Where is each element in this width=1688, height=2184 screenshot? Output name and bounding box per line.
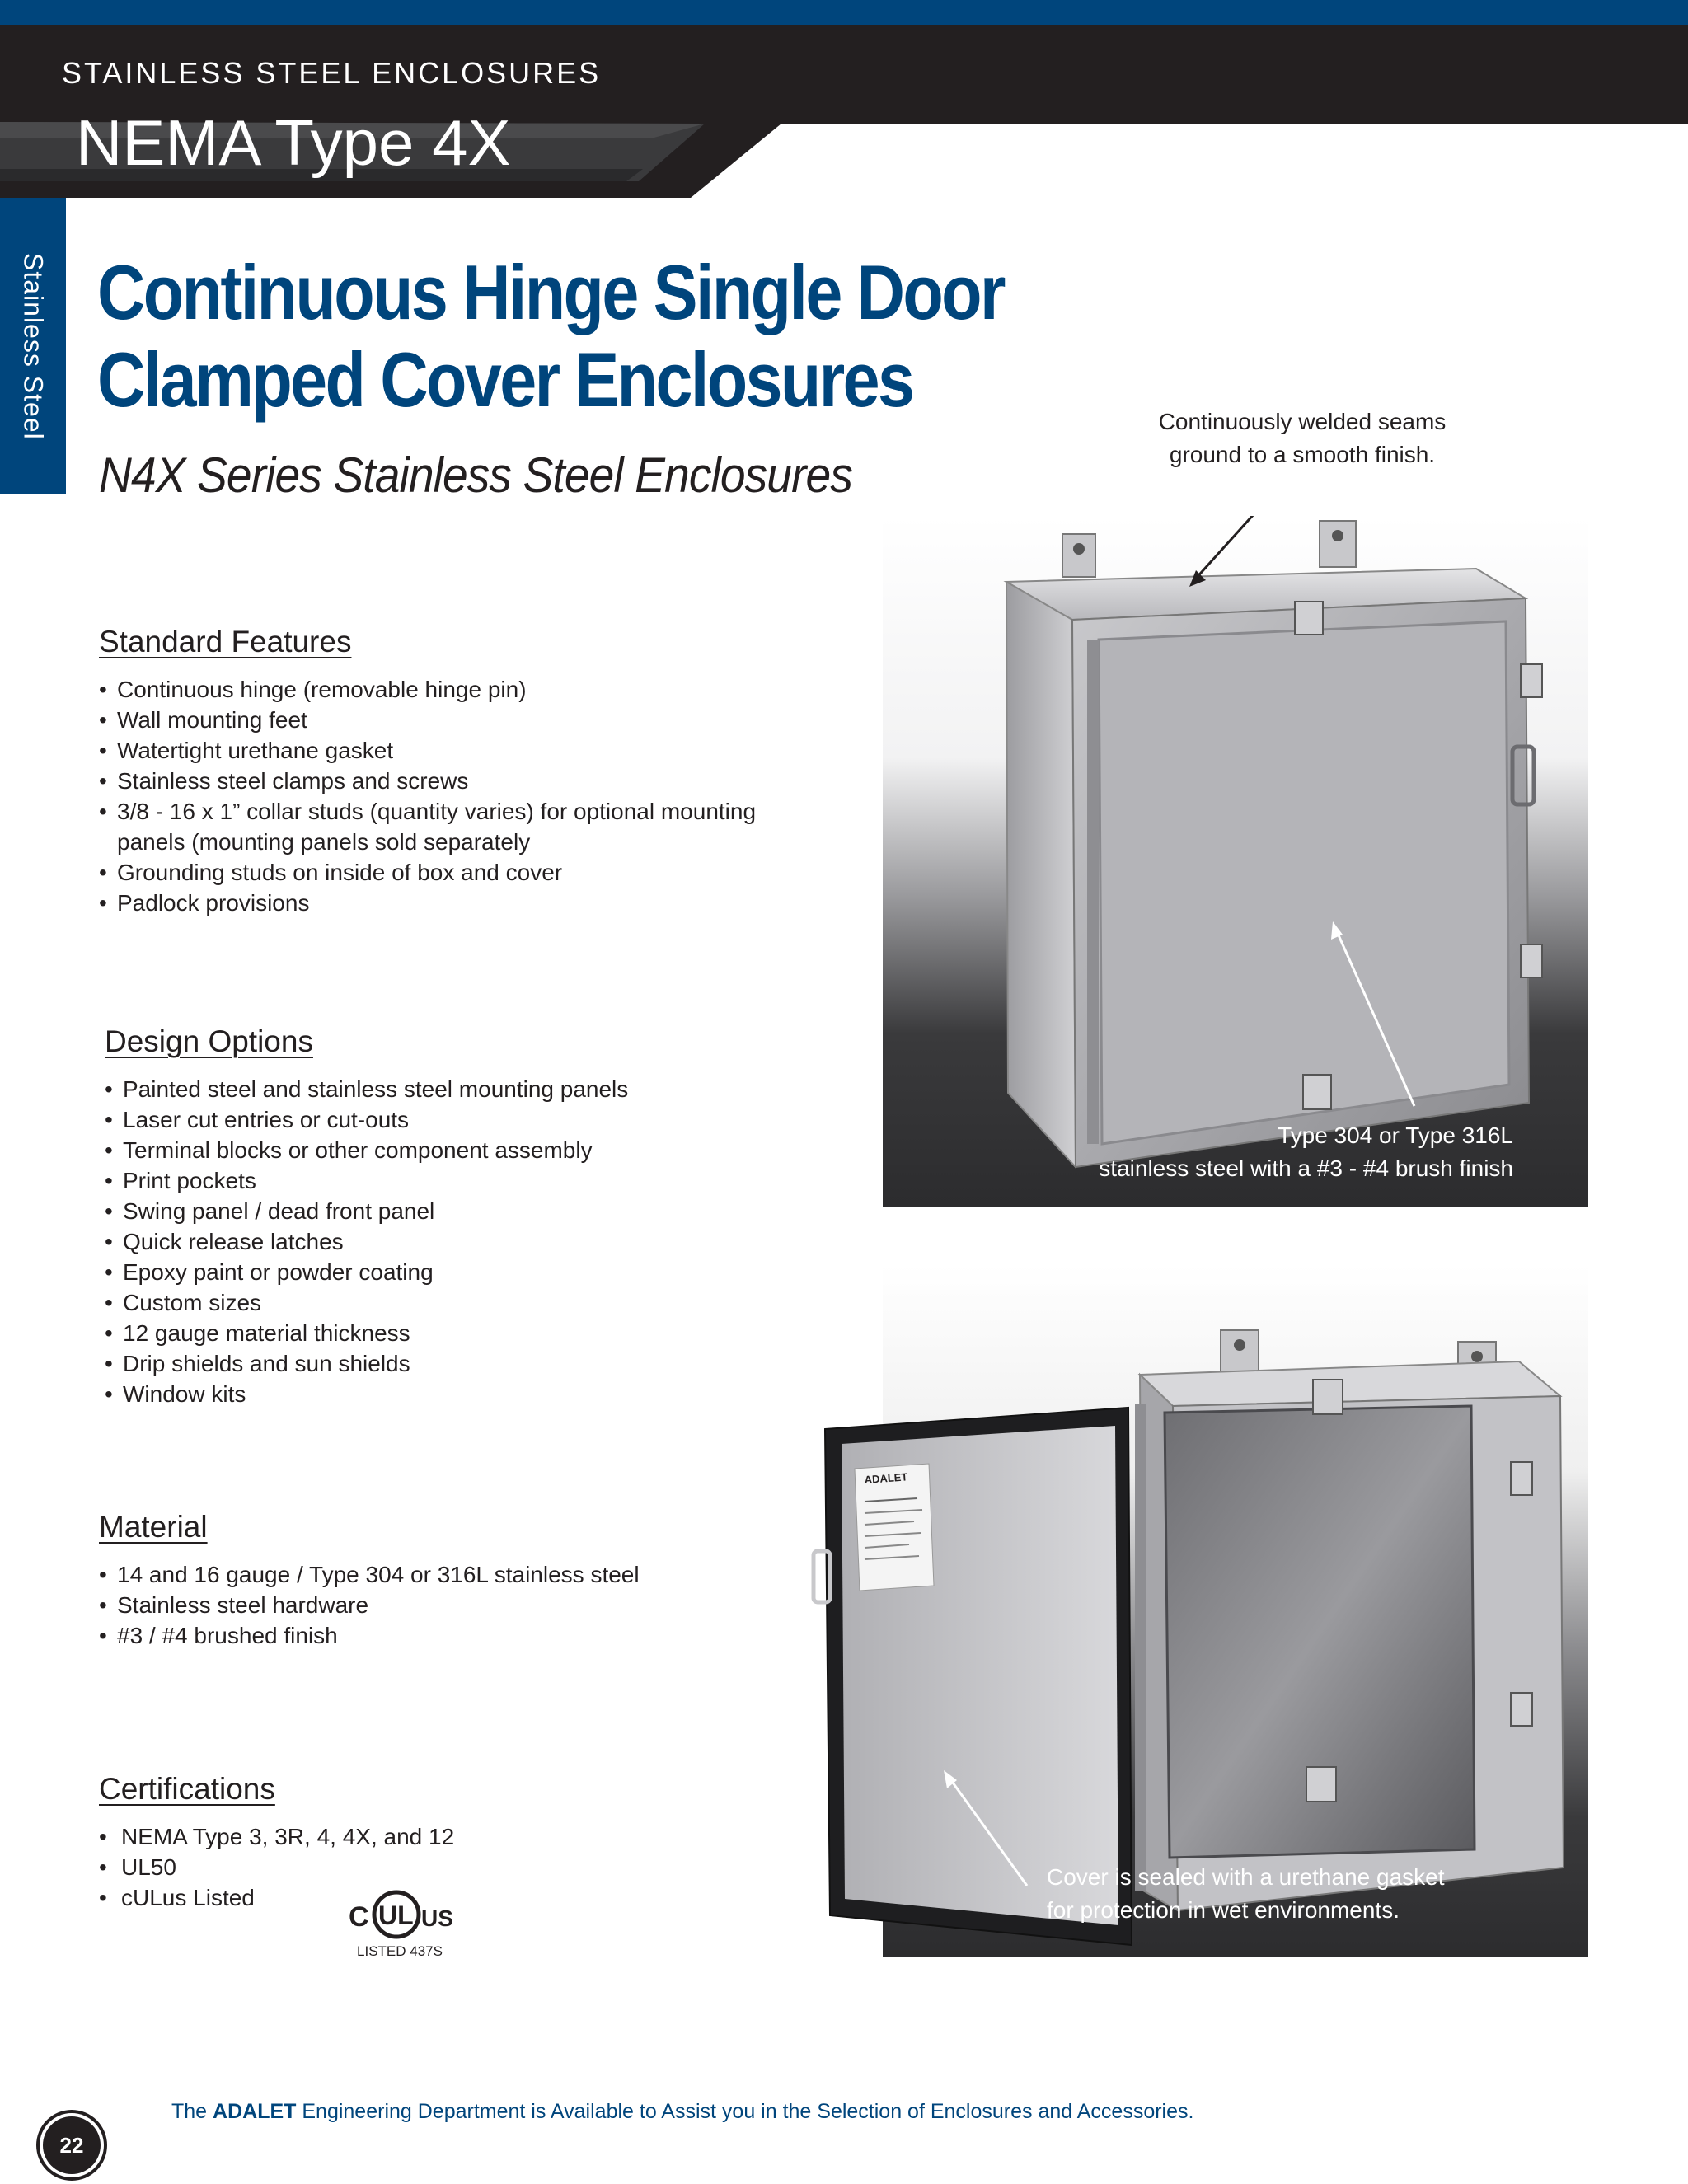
ul-mark-us: US [421, 1905, 453, 1931]
product-title-line1: Continuous Hinge Single Door [97, 249, 1004, 335]
list-item: • Window kits [105, 1379, 814, 1409]
callout-stainless-finish [989, 1119, 1513, 1185]
list-item: • Quick release latches [105, 1226, 814, 1257]
side-tab-label: Stainless Steel [18, 252, 49, 440]
callout-welded-seams [1096, 405, 1508, 471]
product-title [97, 249, 1004, 424]
ul-mark-ul: UL [378, 1900, 414, 1930]
list-item: • 3/8 - 16 x 1” collar studs (quantity varies) for optional mounting panels (mounting panels sold separately [99, 796, 808, 857]
list-item: • cULus Listed [99, 1882, 593, 1913]
closed-enclosure-photo [883, 516, 1588, 1207]
callout-text: Continuously welded seams [1158, 409, 1447, 434]
material-section [99, 1510, 808, 1651]
side-tab-label-wrap [0, 198, 66, 494]
list-item: • Painted steel and stainless steel mounting panels [105, 1074, 814, 1104]
open-enclosure-photo [794, 1264, 1588, 1957]
list-item: • 12 gauge material thickness [105, 1318, 814, 1348]
ul-mark-c: C [349, 1901, 369, 1933]
list-item: • Swing panel / dead front panel [105, 1196, 814, 1226]
callout-text: Cover is sealed with a urethane gasket [1047, 1864, 1445, 1890]
footer-text-after: Engineering Department is Available to Assist you in the Selection of Enclosures and Accessories. [296, 2100, 1194, 2123]
footer-text [171, 2100, 1193, 2124]
list-item: • Terminal blocks or other component assembly [105, 1135, 814, 1165]
standard-features-heading: Standard Features [99, 625, 352, 658]
list-item: • Laser cut entries or cut-outs [105, 1104, 814, 1135]
callout-text: stainless steel with a #3 - #4 brush finish [1099, 1155, 1513, 1181]
footer-brand: ADALET [213, 2100, 297, 2123]
callout-urethane-gasket [1047, 1861, 1574, 1927]
list-item: • UL50 [99, 1852, 593, 1882]
design-options-section [105, 1024, 814, 1409]
standard-features-list [99, 674, 808, 918]
list-item: • Print pockets [105, 1165, 814, 1196]
material-list [99, 1559, 808, 1651]
material-heading: Material [99, 1510, 208, 1544]
page-number-badge [43, 2116, 101, 2174]
design-options-list [105, 1074, 814, 1409]
list-item: • NEMA Type 3, 3R, 4, 4X, and 12 [99, 1821, 593, 1852]
list-item: • 14 and 16 gauge / Type 304 or 316L stainless steel [99, 1559, 808, 1590]
header-title: NEMA Type 4X [76, 106, 511, 179]
list-item: • #3 / #4 brushed finish [99, 1620, 808, 1651]
list-item: • Continuous hinge (removable hinge pin) [99, 674, 808, 705]
door-label-brand: ADALET [864, 1470, 908, 1486]
list-item: • Watertight urethane gasket [99, 735, 808, 766]
list-item: • Custom sizes [105, 1287, 814, 1318]
ul-listed-number: LISTED 437S [357, 1943, 443, 1959]
design-options-heading: Design Options [105, 1024, 313, 1058]
header-kicker: STAINLESS STEEL ENCLOSURES [62, 56, 602, 90]
certifications-heading: Certifications [99, 1772, 275, 1806]
list-item: • Epoxy paint or powder coating [105, 1257, 814, 1287]
list-item: • Grounding studs on inside of box and cover [99, 857, 808, 888]
callout-text: Type 304 or Type 316L [1278, 1122, 1513, 1148]
standard-features-section [99, 625, 808, 918]
list-item: • Stainless steel hardware [99, 1590, 808, 1620]
list-item: • Padlock provisions [99, 888, 808, 918]
list-item: • Wall mounting feet [99, 705, 808, 735]
list-item: • Drip shields and sun shields [105, 1348, 814, 1379]
callout-text: for protection in wet environments. [1047, 1897, 1400, 1923]
list-item: • Stainless steel clamps and screws [99, 766, 808, 796]
callout-text: ground to a smooth finish. [1169, 442, 1436, 467]
product-subtitle: N4X Series Stainless Steel Enclosures [99, 448, 853, 503]
page-number: 22 [59, 2132, 84, 2158]
product-title-line2: Clamped Cover Enclosures [97, 336, 913, 423]
footer-text-before: The [171, 2100, 213, 2123]
